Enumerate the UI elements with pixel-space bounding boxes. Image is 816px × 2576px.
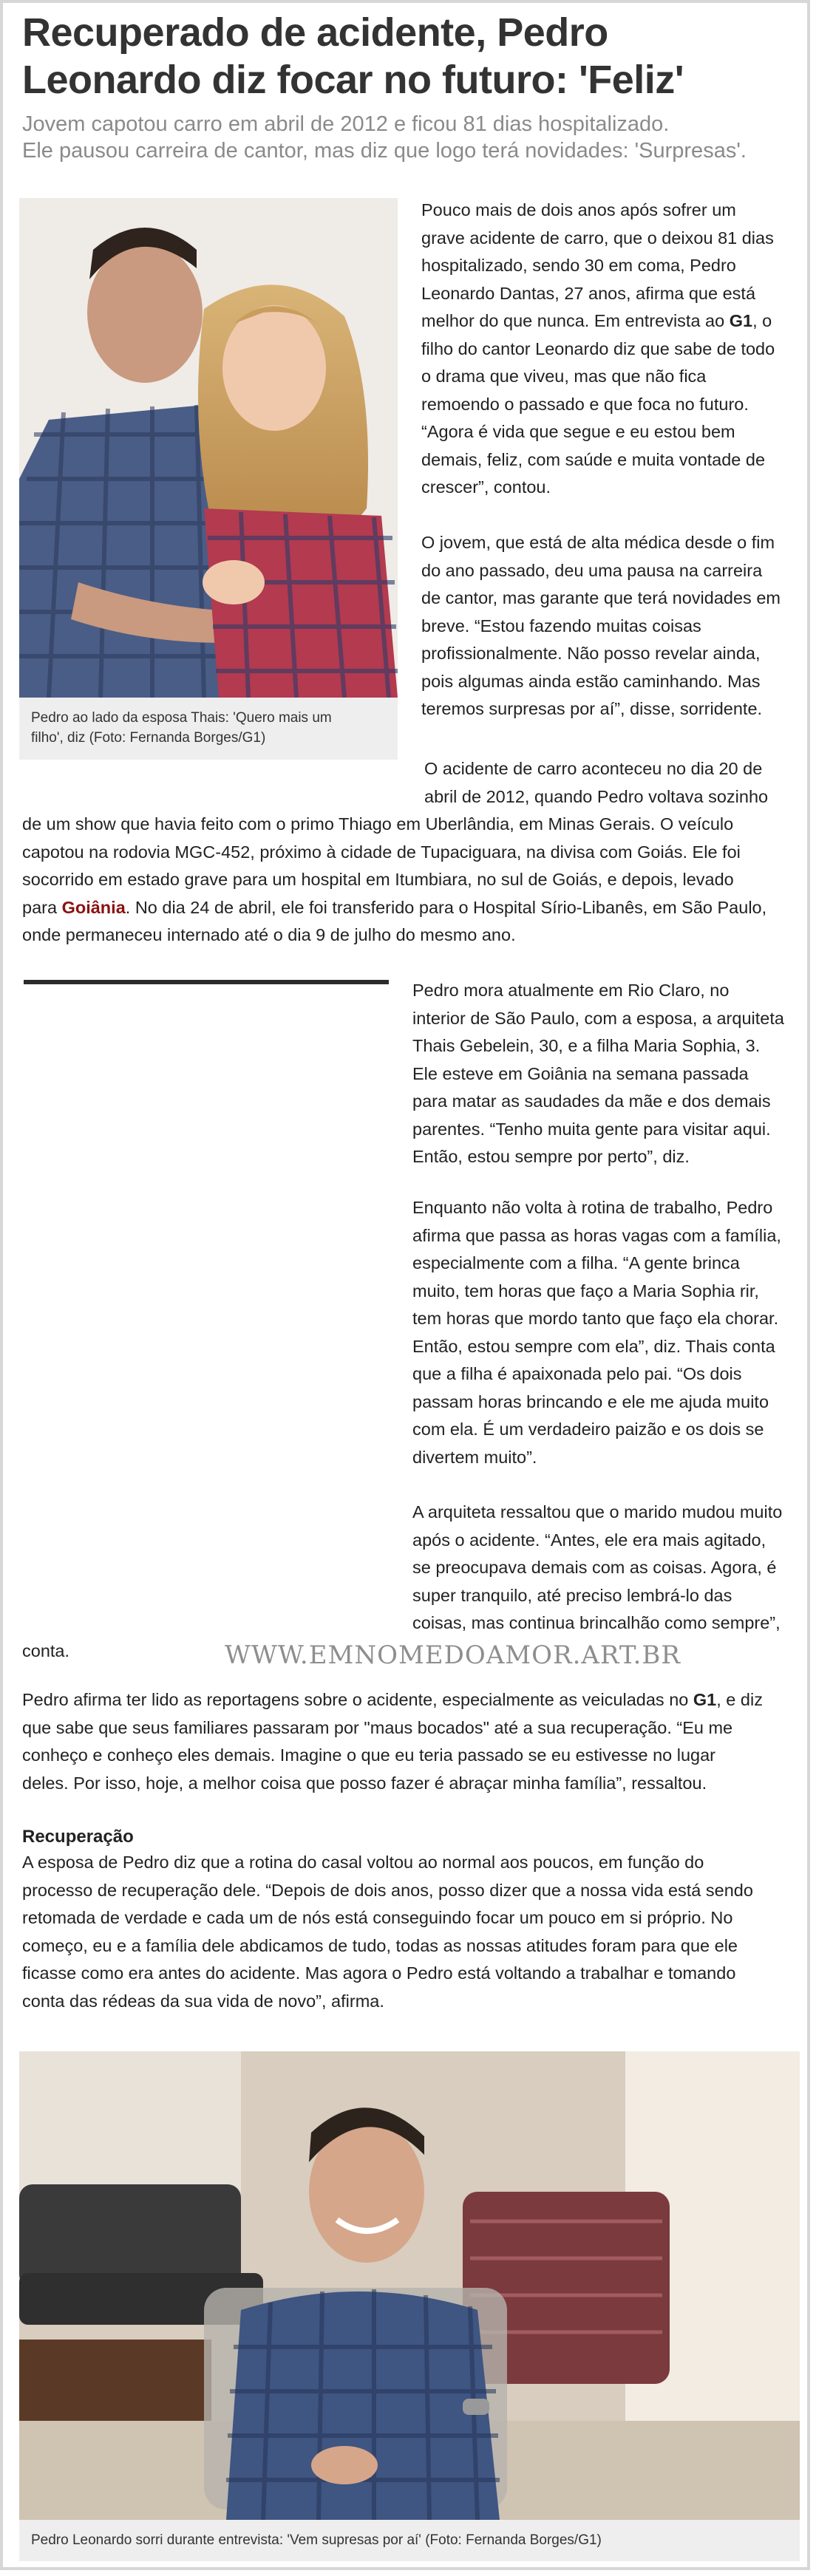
embed-divider: [24, 980, 389, 984]
caption-1-line-2: filho', diz (Foto: Fernanda Borges/G1): [31, 730, 266, 746]
couple-photo-caption: [19, 698, 398, 760]
p2-line: profissionalmente. Não posso revelar ainda,: [421, 644, 761, 663]
p5-line: Enquanto não volta à rotina de trabalho, Pedro: [412, 1198, 773, 1217]
p5-line: especialmente com a filha. “A gente brinca: [412, 1253, 740, 1272]
p4-line: parentes. “Tenho muita gente para visitar aqui.: [412, 1119, 771, 1139]
paragraph-4: [412, 977, 812, 1171]
p7-line: conheço e conheço eles demais. Imagine o que eu teria passado se eu estivesse no lugar: [22, 1745, 715, 1765]
sec-line: processo de recuperação dele. “Depois de dois anos, posso dizer que a nossa vida está sendo: [22, 1880, 753, 1900]
p3-line: onde permaneceu internado até o dia 9 de julho do mesmo ano.: [22, 925, 516, 944]
p6-line: super tranquilo, até preciso lembrá-lo das: [412, 1585, 732, 1605]
sec-line: retomada de verdade e cada um de nós está conseguindo focar um pouco em si próprio. No: [22, 1908, 733, 1927]
article-title: [22, 9, 789, 103]
p6-line: se preocupava demais com as coisas. Agora, é: [412, 1558, 777, 1577]
p5-line: muito, tem horas que faço a Maria Sophia rir,: [412, 1281, 759, 1301]
section-recuperacao: [22, 1827, 806, 2015]
p1-line: crescer”, contou.: [421, 477, 551, 497]
p1-line: hospitalizado, sendo 30 em coma, Pedro: [421, 256, 736, 275]
section-paragraph: [22, 1849, 806, 2015]
p2-line: de cantor, mas garante que terá novidades em: [421, 588, 781, 607]
p1-line: , o: [752, 311, 772, 330]
p6-line: coisas, mas continua brincalhão como sempre”,: [412, 1613, 781, 1632]
subtitle-line-2: Ele pausou carreira de cantor, mas diz que logo terá novidades: 'Surpresas'.: [22, 139, 747, 163]
p1-line: melhor do que nunca. Em entrevista ao: [421, 311, 730, 330]
p3-line: de um show que havia feito com o primo Thiago em Uberlândia, em Minas Gerais. O veículo: [22, 814, 734, 834]
p5-line: divertem muito”.: [412, 1447, 537, 1467]
p6-line: A arquiteta ressaltou que o marido mudou muito: [412, 1502, 783, 1522]
p1-line: filho do cantor Leonardo diz que sabe de todo: [421, 338, 775, 358]
p2-line: teremos surpresas por aí”, disse, sorridente.: [421, 699, 763, 718]
caption-1-line-1: Pedro ao lado da esposa Thais: 'Quero mais um: [31, 710, 332, 726]
p1-line: demais, feliz, com saúde e muita vontade de: [421, 449, 766, 469]
p4-line: Ele esteve em Goiânia na semana passada: [412, 1063, 749, 1083]
p5-line: passam horas brincando e ele me ajuda muito: [412, 1391, 769, 1411]
p7-line: Pedro afirma ter lido as reportagens sobre o acidente, especialmente as veiculadas no: [22, 1690, 693, 1709]
couple-photo-illustration: [19, 198, 398, 698]
p2-line: O jovem, que está de alta médica desde o fim: [421, 533, 775, 552]
paragraph-5: [412, 1194, 812, 1471]
g1-brand: G1: [729, 311, 753, 330]
pedro-photo-illustration: [19, 2051, 800, 2520]
p6-line: após o acidente. “Antes, ele era mais agitado,: [412, 1530, 766, 1550]
p5-line: afirma que passa as horas vagas com a família,: [412, 1225, 781, 1245]
p7-line: deles. Por isso, hoje, a melhor coisa que posso fazer é abraçar minha família”, ressaltou.: [22, 1773, 707, 1793]
title-line-2: Leonardo diz focar no futuro: 'Feliz': [22, 58, 684, 102]
p2-line: do ano passado, deu uma pausa na carreira: [421, 560, 763, 580]
p1-line: remoendo o passado e que foca no futuro.: [421, 394, 749, 414]
p4-line: Thais Gebelein, 30, e a filha Maria Sophia, 3.: [412, 1036, 761, 1055]
p4-line: Pedro mora atualmente em Rio Claro, no: [412, 981, 730, 1000]
paragraph-7: [22, 1686, 806, 1797]
p1-line: o drama que viveu, mas que não fica: [421, 367, 707, 386]
sec-line: A esposa de Pedro diz que a rotina do casal voltou ao normal aos poucos, em função do: [22, 1853, 704, 1872]
g1-brand: G1: [693, 1690, 717, 1709]
p3-line: . No dia 24 de abril, ele foi transferido para o Hospital Sírio-Libanês, em São Paulo,: [125, 897, 767, 917]
p5-line: Então, estou sempre com ela”, diz. Thais conta: [412, 1336, 775, 1356]
p7-line: , e diz: [716, 1690, 763, 1709]
sec-line: começo, eu e a família dele abdicamos de tudo, todas as nossas atitudes foram para que ele: [22, 1935, 738, 1955]
paragraph-3-start: [424, 755, 809, 811]
paragraph-3-rest: [22, 811, 806, 950]
goiania-link[interactable]: Goiânia: [61, 897, 126, 917]
sec-line: conta das rédeas da sua vida de novo”, afirma.: [22, 1991, 384, 2011]
p5-line: que a filha é apaixonada pelo pai. “Os dois: [412, 1364, 742, 1383]
p3-line: capotou na rodovia MGC-452, próximo à cidade de Tupaciguara, na divisa com Goiás. Ele foi: [22, 842, 741, 862]
p1-line: grave acidente de carro, que o deixou 81 dias: [421, 228, 774, 248]
paragraph-1: [421, 197, 806, 502]
sec-line: ficasse como era antes do acidente. Mas agora o Pedro está voltando a trabalhar e tomando: [22, 1963, 736, 1983]
p1-line: Leonardo Dantas, 27 anos, afirma que está: [421, 283, 756, 303]
p5-line: com ela. É um verdadeiro paizão e os dois se: [412, 1420, 764, 1439]
paragraph-6-end: [22, 1638, 69, 1666]
p3-line: O acidente de carro aconteceu no dia 20 de: [424, 759, 763, 778]
article-subtitle: [22, 111, 789, 164]
article-header: [3, 3, 807, 164]
p3-line: para: [22, 897, 62, 917]
pedro-photo-caption: Pedro Leonardo sorri durante entrevista: 'Vem supresas por aí' (Foto: Fernanda Borges/G1): [19, 2520, 800, 2561]
p6-last: conta.: [22, 1641, 70, 1660]
p3-line: socorrido em estado grave para um hospital em Itumbiara, no sul de Goiás, e depois, levado: [22, 870, 734, 889]
pedro-photo: [19, 2051, 800, 2520]
p4-line: Então, estou sempre por perto”, diz.: [412, 1147, 690, 1166]
subtitle-line-1: Jovem capotou carro em abril de 2012 e ficou 81 dias hospitalizado.: [22, 112, 670, 136]
couple-photo: [19, 198, 398, 698]
p2-line: pois algumas ainda estão caminhando. Mas: [421, 671, 761, 691]
paragraph-2: [421, 529, 806, 723]
p4-line: para matar as saudades da mãe e dos demais: [412, 1091, 771, 1111]
p5-line: tem horas que mordo tanto que faço ela chorar.: [412, 1309, 779, 1328]
site-watermark: WWW.EMNOMEDOAMOR.ART.BR: [225, 1640, 681, 1670]
p2-line: breve. “Estou fazendo muitas coisas: [421, 616, 701, 636]
paragraph-6: [412, 1499, 812, 1638]
section-heading: Recuperação: [22, 1827, 134, 1847]
p1-line: Pouco mais de dois anos após sofrer um: [421, 200, 736, 219]
p1-line: “Agora é vida que segue e eu estou bem: [421, 422, 735, 441]
p4-line: interior de São Paulo, com a esposa, a arquiteta: [412, 1008, 784, 1028]
p7-line: que sabe que seus familiares passaram por "maus bocados" até a sua recuperação. “Eu me: [22, 1717, 733, 1737]
title-line-1: Recuperado de acidente, Pedro: [22, 10, 608, 55]
p3-line: abril de 2012, quando Pedro voltava sozinho: [424, 786, 769, 806]
